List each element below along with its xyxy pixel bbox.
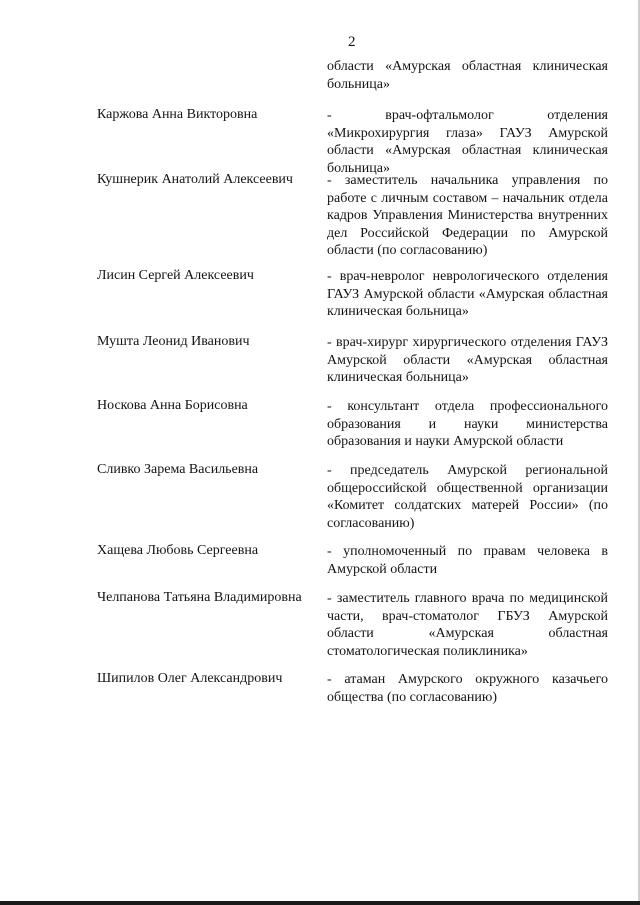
member-role: области «Амурская областная клиническая больница» <box>327 59 608 92</box>
member-name: Мушта Леонид Иванович <box>97 334 250 349</box>
member-role: - атаман Амурского окружного казачьего общества (по согласованию) <box>327 672 608 705</box>
member-role: - врач-хирург хирургического отделения ГАУЗ Амурской области «Амурская областная клиническая больница» <box>327 335 608 385</box>
member-role: - врач-офтальмолог отделения «Микрохирургия глаза» ГАУЗ Амурской области «Амурская областная клиническая больница» <box>327 108 608 176</box>
member-name: Лисин Сергей Алексеевич <box>97 268 254 283</box>
member-name: Челпанова Татьяна Владимировна <box>97 590 302 605</box>
member-role: - уполномоченный по правам человека в Амурской области <box>327 544 608 577</box>
member-name: Носкова Анна Борисовна <box>97 398 248 413</box>
page-number: 2 <box>348 34 356 50</box>
member-role: - врач-невролог неврологического отделения ГАУЗ Амурской области «Амурская областная клиническая больница» <box>327 269 608 319</box>
scan-edge <box>0 901 640 905</box>
member-name: Кушнерик Анатолий Алексеевич <box>97 172 293 187</box>
member-role: - консультант отдела профессионального образования и науки министерства образования и науки Амурской области <box>327 399 608 449</box>
member-role: - заместитель начальника управления по работе с личным составом – начальник отдела кадров Управления Министерства внутренних дел Российской Федерации по Амурской области (по согласованию) <box>327 173 608 258</box>
member-name: Каржова Анна Викторовна <box>97 107 258 122</box>
member-role: - заместитель главного врача по медицинской части, врач-стоматолог ГБУЗ Амурской области «Амурская областная стоматологическая поликлиника» <box>327 591 608 659</box>
member-name: Шипилов Олег Александрович <box>97 671 283 686</box>
member-name: Хащева Любовь Сергеевна <box>97 543 259 558</box>
member-name: Сливко Зарема Васильевна <box>97 462 259 477</box>
member-role: - председатель Амурской региональной общероссийской общественной организации «Комитет солдатских матерей России» (по согласованию) <box>327 463 608 531</box>
